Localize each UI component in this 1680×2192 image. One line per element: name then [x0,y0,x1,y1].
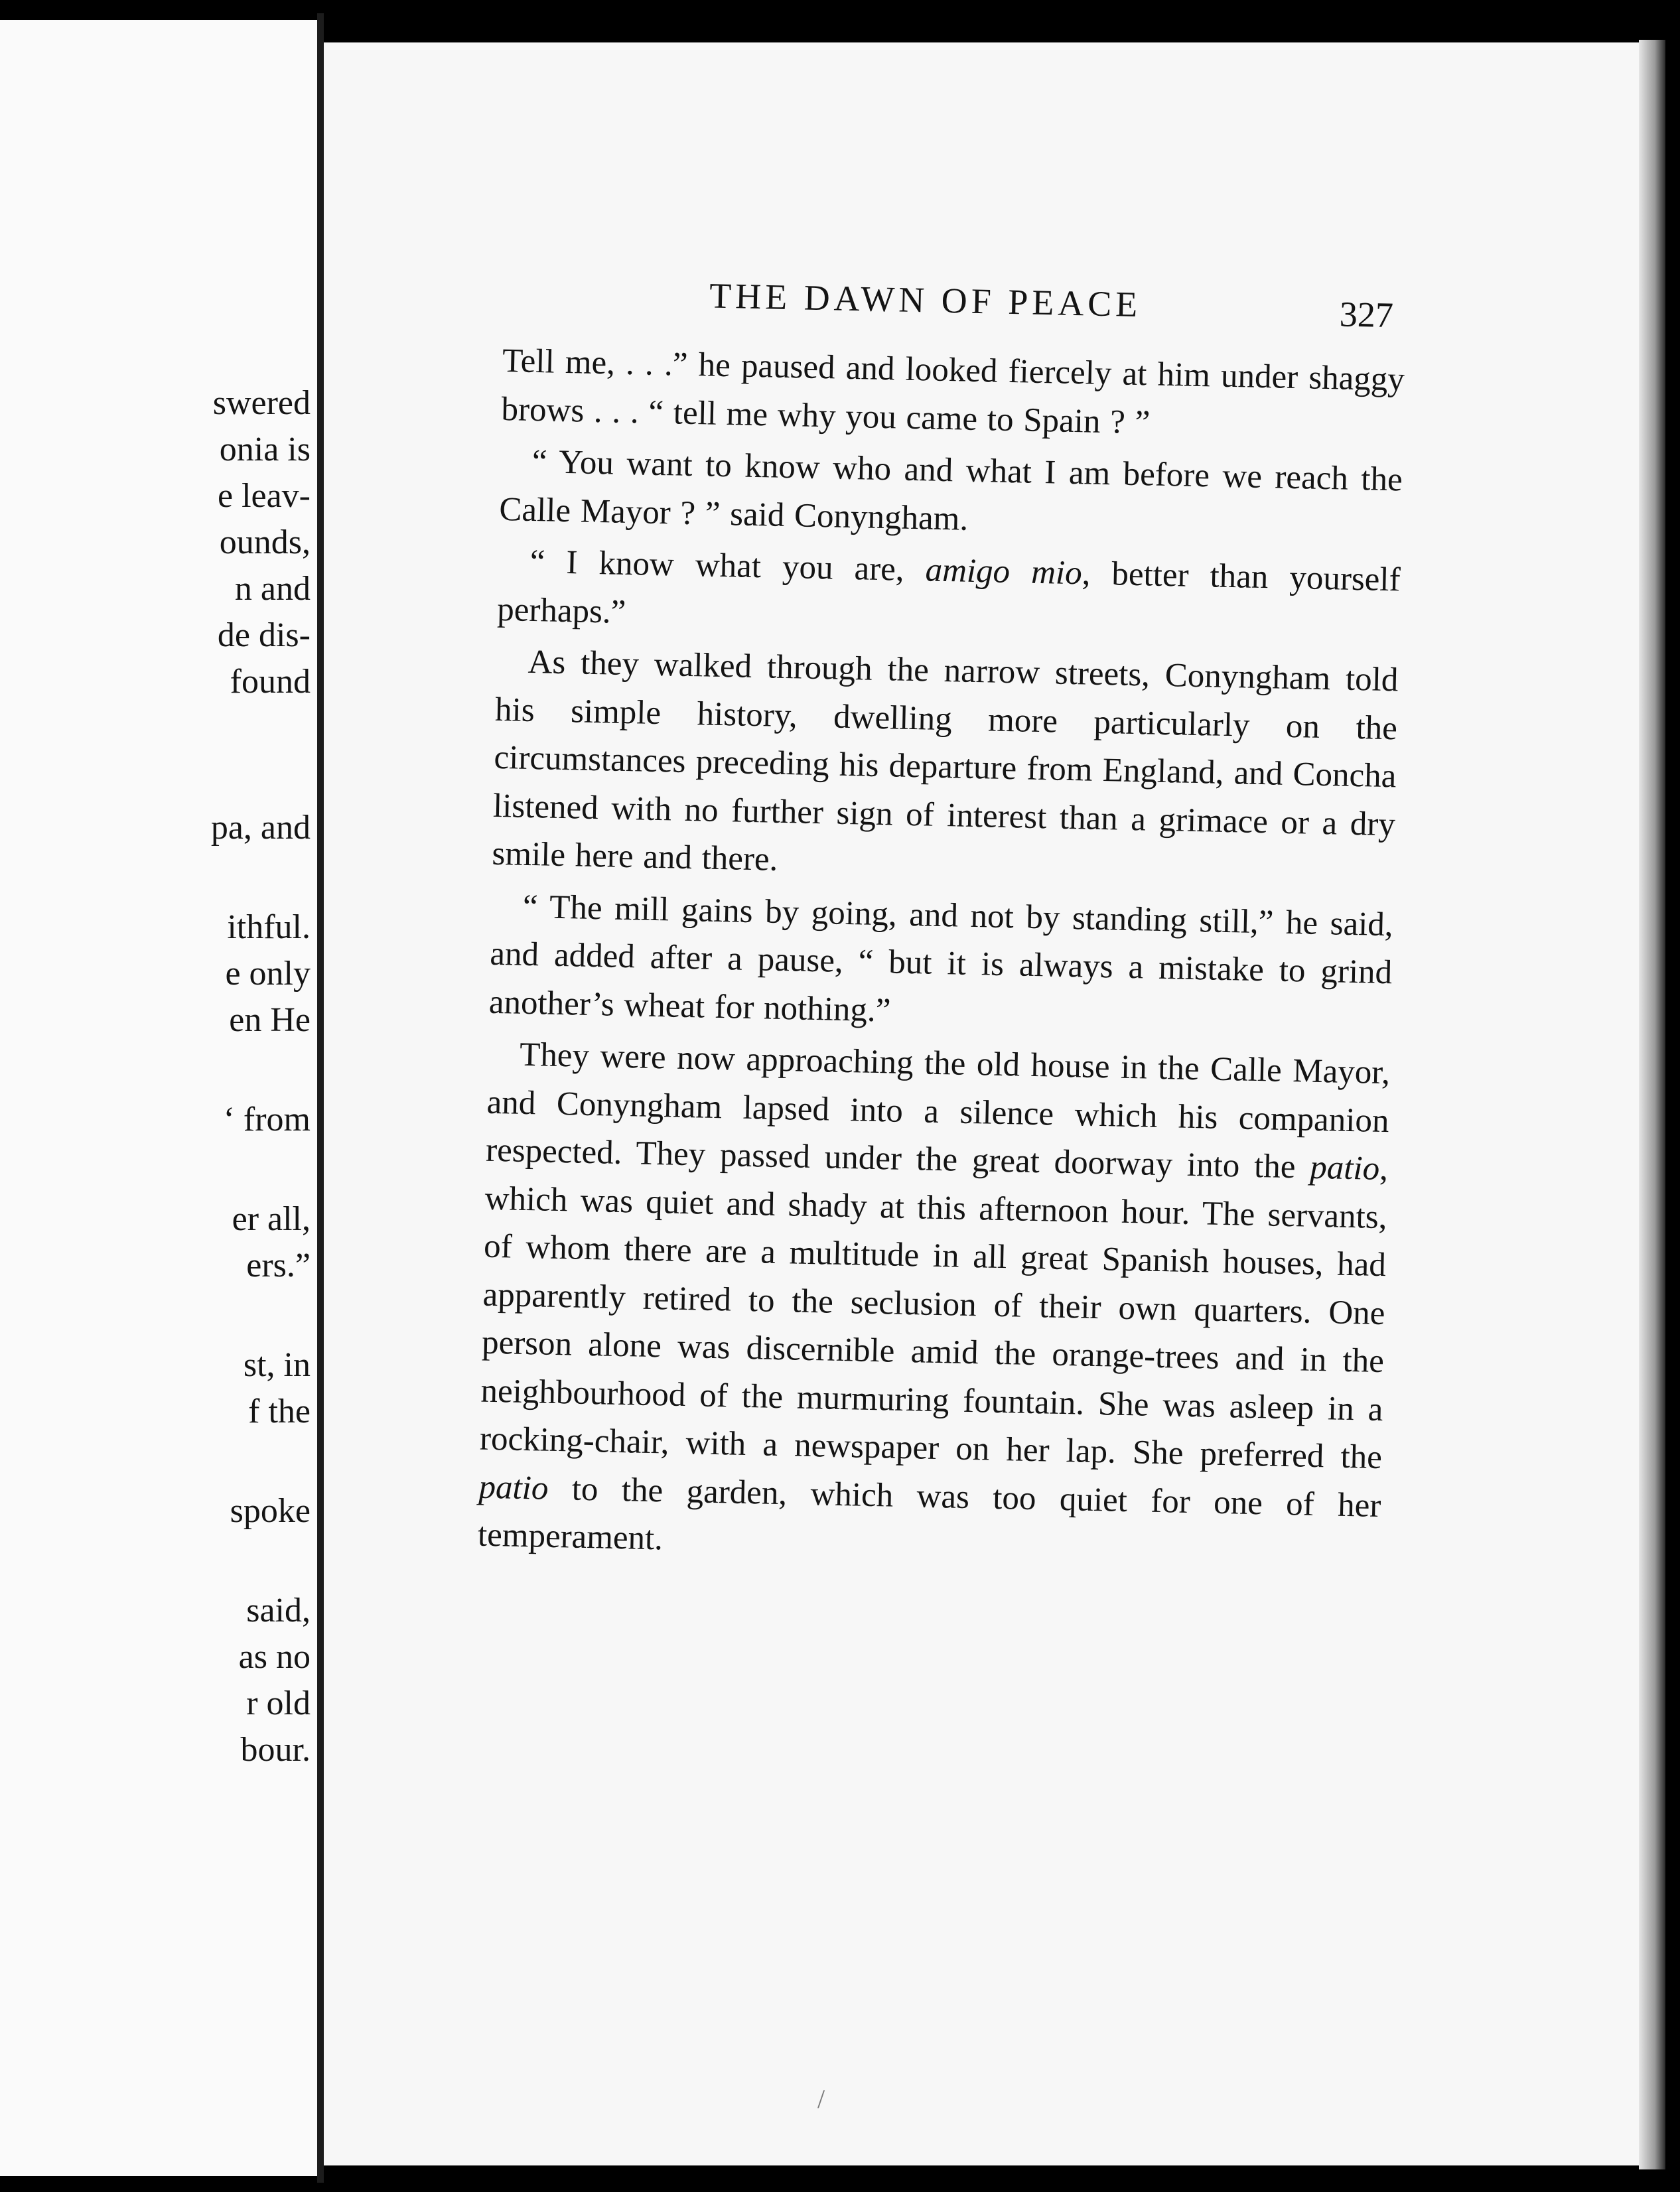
facing-page [0,20,317,2176]
facing-page-line: said, [246,1592,311,1629]
text-run: , better than yourself perhaps.” [496,555,1401,631]
italic-phrase: patio [478,1468,549,1507]
facing-page-line: en He [229,1001,311,1039]
book-gutter [317,13,324,2183]
facing-page-line: ounds, [219,523,311,561]
running-head-title: THE DAWN OF PEACE [709,275,1142,325]
italic-phrase: patio [1309,1148,1380,1188]
text-run: “ I know what you are, [529,543,926,589]
body-text [477,337,1405,1578]
facing-page-line: onia is [219,431,311,468]
facing-page-line: de dis- [217,616,311,654]
facing-page-line: r old [246,1684,311,1722]
facing-page-line: e only [225,955,311,993]
page-edge [1639,40,1665,2169]
paragraph [477,1030,1390,1578]
page-text-block [477,271,1407,1582]
text-run: , which was quiet and shady at this afternoon hour. The servants, of whom there are a multitude in all great Spanish houses, had apparently retired to the seclusion of their own quarters. One person alone was discernible amid the orange-trees and in the neighbourhood of the murmuring fountain. She was asleep in a rocking-chair, with a newspaper on her lap. She preferred the [479,1150,1389,1477]
stray-mark: / [817,2084,825,2114]
paragraph [497,537,1401,652]
facing-page-line: st, in [243,1346,311,1384]
facing-page-line: f the [248,1393,311,1430]
text-run: As they walked through the narrow streets, Conyngham told his simple history, dwelling more particularly on the circumstances preceding his departure from England, and Concha listened with no further sign of interest than a grimace or a dry smile here and there. [492,643,1399,878]
facing-page-line: bour. [240,1731,311,1769]
facing-page-line: pa, and [210,809,311,847]
facing-page-line: ithful. [227,908,311,946]
facing-page-line: spoke [230,1492,311,1530]
text-run: to the garden, which was too quiet for one of her temperament. [477,1470,1381,1558]
text-run: “ You want to know who and what I am before we reach the Calle Mayor ? ” said Conyngham. [498,443,1403,538]
facing-page-line: ‘ from [223,1101,311,1138]
paragraph [499,437,1403,552]
facing-page-line: er all, [232,1200,311,1238]
paragraph [488,882,1393,1045]
text-run: “ The mill gains by going, and not by standing still,” he said, and added after a pause, “ but it is always a mistake to grind another’s wheat for nothing.” [488,888,1394,1029]
facing-page-line: e leav- [217,477,311,515]
facing-page-line: ers.” [246,1247,311,1284]
page-number: 327 [1339,294,1394,336]
text-run: Tell me, . . .” he paused and looked fiercely at him under shaggy brows . . . “ tell me why you came to Spain ? ” [501,342,1405,441]
facing-page-line: found [230,663,311,701]
facing-page-line: as no [238,1638,311,1676]
paragraph [501,337,1405,452]
facing-page-line: swered [212,384,311,422]
facing-page-line: n and [234,570,311,608]
paragraph [492,638,1399,897]
text-run: They were now approaching the old house in the Calle Mayor, and Conyngham lapsed into a silence which his companion respected. They passed under the great doorway into the [485,1036,1391,1186]
italic-phrase: amigo mio [925,551,1083,592]
